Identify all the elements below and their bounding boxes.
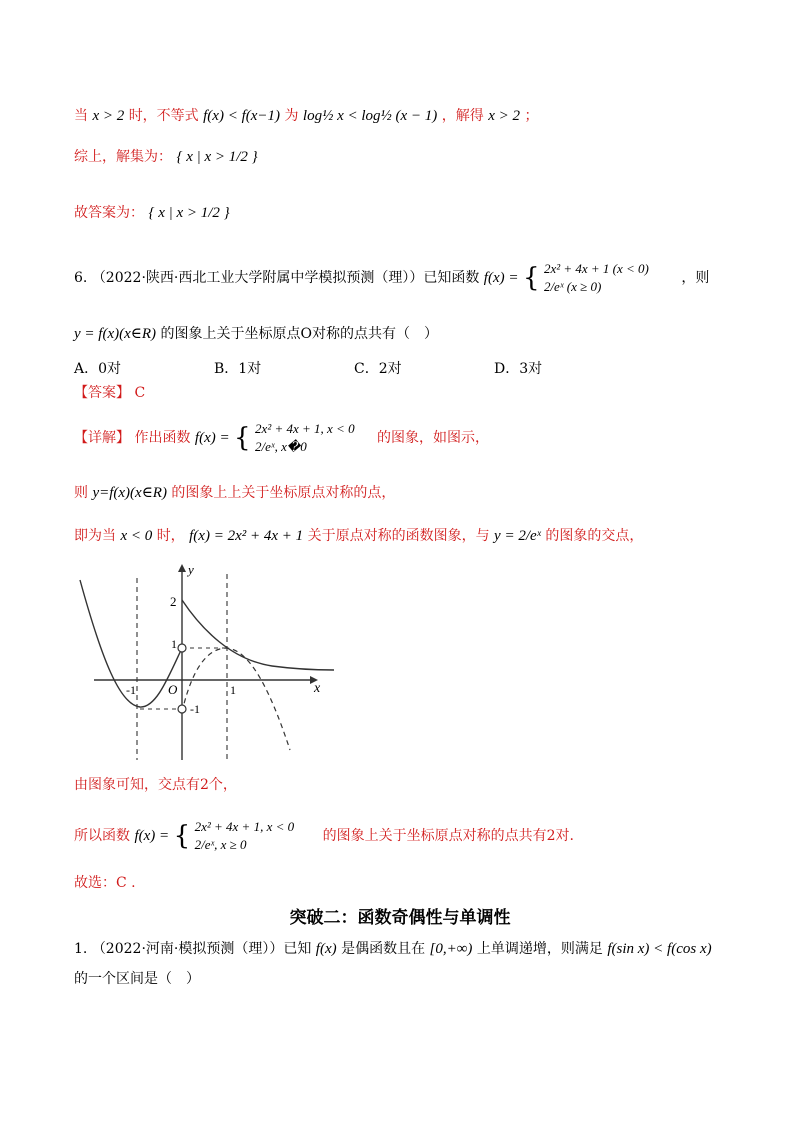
text: ，则 [681, 270, 710, 286]
origin-label: O [168, 682, 178, 697]
text: 时， [156, 528, 185, 544]
math-result: x > 2 [488, 108, 520, 124]
brace-icon: { [234, 423, 251, 453]
tick-label-x1: 1 [230, 683, 236, 697]
math-function-name: f(x) = [134, 828, 170, 844]
section-title: 突破二：函数奇偶性与单调性 [289, 908, 511, 928]
text: 即为当 [74, 528, 116, 544]
math-inequality: f(sin x) < f(cos x) [607, 941, 712, 957]
text: 是偶函数且在 [341, 941, 426, 957]
math-condition: x > 2 [92, 108, 125, 124]
question-source: （2022·陕西·西北工业大学附属中学模拟预测（理））已知函数 [91, 270, 480, 286]
choice-c[interactable]: C．2对 [354, 361, 402, 377]
y-axis-label: y [188, 562, 194, 577]
open-point-1 [178, 644, 186, 652]
case-1: 2x² + 4x + 1 (x < 0) [543, 261, 649, 276]
text: 的图象上关于坐标原点对称的点共有2对. [322, 828, 574, 844]
open-point-neg1 [178, 705, 186, 713]
case-2: 2/eˣ, x ≥ 0 [194, 837, 247, 852]
choice-d[interactable]: D．3对 [494, 361, 543, 377]
math-inequality: f(x) < f(x−1) [203, 108, 281, 124]
answer-value: C [134, 385, 146, 401]
text: 由图象可知，交点有2个， [74, 777, 237, 793]
question-source: （2022·河南·模拟预测（理））已知 [91, 941, 312, 957]
text: 所以函数 [74, 828, 130, 844]
answer-label: 【答案】 [74, 385, 130, 401]
math-expression: y = f(x)(x∈R) [74, 326, 157, 342]
text: ，解得 [441, 108, 484, 124]
detail-line-3 [74, 527, 643, 545]
question-number: 1. [74, 941, 88, 957]
choice-b[interactable]: B．1对 [214, 361, 262, 377]
y-axis-arrow-icon [178, 564, 186, 572]
detail-line-2 [74, 484, 395, 502]
tick-label-2: 2 [170, 594, 177, 609]
tick-label-1: 1 [171, 637, 177, 651]
text: 当 [74, 108, 88, 124]
math-function-name: f(x) = [194, 430, 230, 446]
brace-icon: { [522, 263, 540, 293]
tick-label-neg1-x: -1 [126, 683, 136, 697]
text: 的图象，如图示， [377, 430, 490, 446]
case-1: 2x² + 4x + 1, x < 0 [194, 819, 295, 834]
math-function-name: f(x) = [483, 270, 519, 286]
conclusion-line-2 [74, 818, 574, 854]
math-condition: x < 0 [120, 528, 153, 544]
question-number: 6. [74, 270, 88, 286]
text: 时，不等式 [128, 108, 199, 124]
text: 上单调递增，则满足 [476, 941, 603, 957]
text: 的图象上关于坐标原点O对称的点共有（ ） [160, 326, 438, 342]
text: 的一个区间是（ ） [74, 971, 200, 987]
reflected-curve [182, 648, 290, 750]
conclusion-line-3 [74, 874, 136, 892]
text: 的图象的交点， [545, 528, 644, 544]
piecewise-cases [544, 260, 649, 296]
text: 关于原点对称的函数图象，与 [307, 528, 490, 544]
function-graph [72, 560, 342, 770]
math-log-inequality: log½ x < log½ (x − 1) [302, 108, 438, 124]
solution-line-1 [74, 107, 538, 125]
math-answer-set: { x | x > 1/2 } [148, 205, 230, 221]
question-6-line-1 [74, 260, 709, 296]
detail-label: 【详解】 [74, 430, 130, 446]
case-1: 2x² + 4x + 1, x < 0 [255, 421, 355, 436]
question-1-line-2 [74, 970, 200, 988]
conclusion-line-1 [74, 776, 237, 794]
case-2: 2/eˣ (x ≥ 0) [543, 279, 602, 294]
text: 故选：C . [74, 875, 136, 891]
answer-line [74, 384, 145, 402]
text: 故答案为： [74, 205, 144, 221]
math-function: y = 2/eˣ [494, 528, 541, 544]
x-axis-label: x [314, 681, 321, 696]
text: 的图象上上关于坐标原点对称的点， [171, 485, 396, 501]
math-function-name: f(x) [315, 941, 337, 957]
text: 为 [284, 108, 299, 124]
text: 作出函数 [134, 430, 191, 446]
math-function: f(x) = 2x² + 4x + 1 [189, 528, 304, 544]
math-interval: [0,+∞) [429, 941, 473, 957]
piecewise-cases [255, 420, 355, 456]
text: 综上，解集为： [74, 149, 172, 165]
detail-line-1 [74, 420, 489, 456]
text: ； [524, 108, 539, 124]
text: 则 [74, 485, 88, 501]
piecewise-cases [195, 818, 295, 854]
solution-line-3 [74, 204, 230, 222]
tick-label-neg1-y: -1 [190, 702, 200, 716]
math-solution-set: { x | x > 1/2 } [176, 149, 258, 165]
solution-line-2 [74, 148, 258, 166]
math-expression: y=f(x)(x∈R) [92, 485, 167, 501]
question-1-line-1 [74, 940, 712, 958]
brace-icon: { [173, 821, 191, 851]
choice-a[interactable]: A．0对 [74, 361, 122, 377]
question-6-line-2 [74, 325, 438, 343]
case-2: 2/eˣ, x�0 [255, 439, 307, 454]
